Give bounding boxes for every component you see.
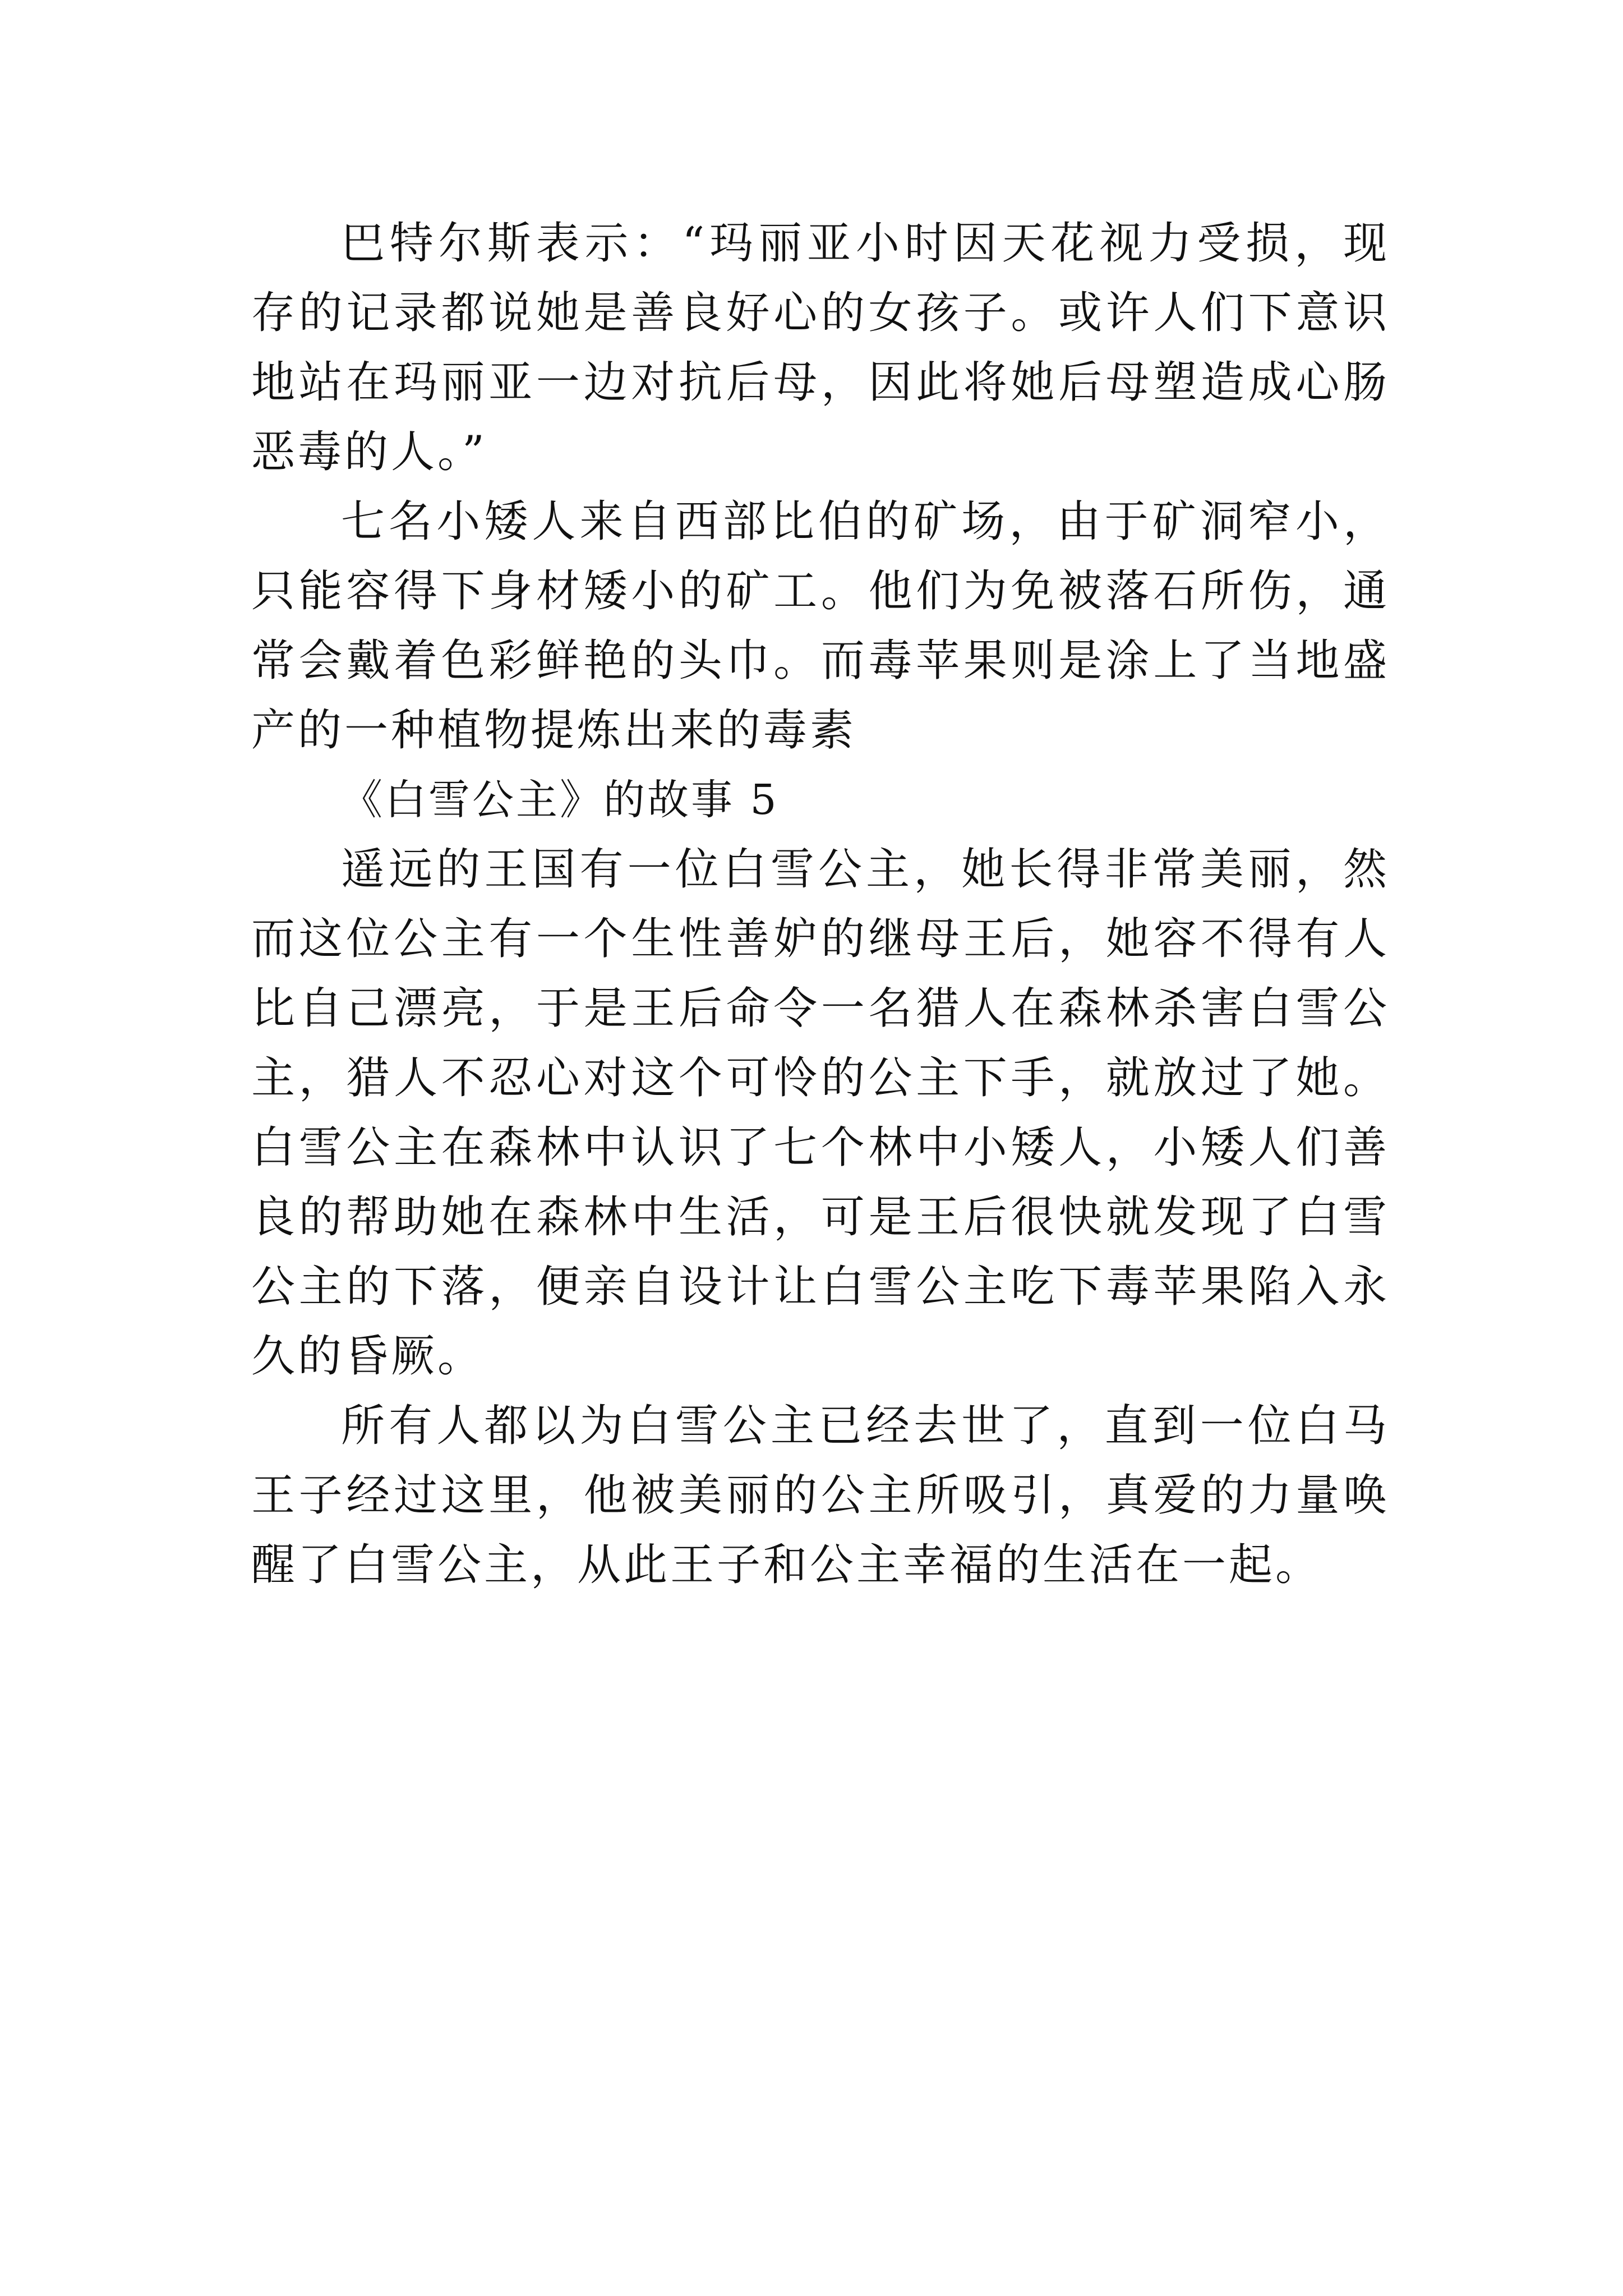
paragraph-story-ending: 所有人都以为白雪公主已经去世了，直到一位白马王子经过这里，他被美丽的公主所吸引，真爱的力量唤醒了白雪公主，从此王子和公主幸福的生活在一起。 [251, 1401, 1390, 1590]
document-page [251, 209, 1390, 1600]
paragraph-bartels-quote: 巴特尔斯表示：“玛丽亚小时因天花视力受损，现存的记录都说她是善良好心的女孩子。或许人们下意识地站在玛丽亚一边对抗后母，因此将她后母塑造成心肠恶毒的人。” [251, 218, 1390, 477]
paragraph-seven-dwarfs: 七名小矮人来自西部比伯的矿场，由于矿洞窄小，只能容得下身材矮小的矿工。他们为免被落石所伤，通常会戴着色彩鲜艳的头巾。而毒苹果则是涂上了当地盛产的一种植物提炼出来的毒素 [251, 496, 1390, 756]
section-title: 《白雪公主》的故事 5 [341, 776, 779, 824]
paragraph-story-body: 遥远的王国有一位白雪公主，她长得非常美丽，然而这位公主有一个生性善妒的继母王后，她容不得有人比自己漂亮，于是王后命令一名猎人在森林杀害白雪公主，猎人不忍心对这个可怜的公主下手，就放过了她。白雪公主在森林中认识了七个林中小矮人，小矮人们善良的帮助她在森林中生活，可是王后很快就发现了白雪公主的下落，便亲自设计让白雪公主吃下毒苹果陷入永久的昏厥。 [251, 844, 1390, 1382]
